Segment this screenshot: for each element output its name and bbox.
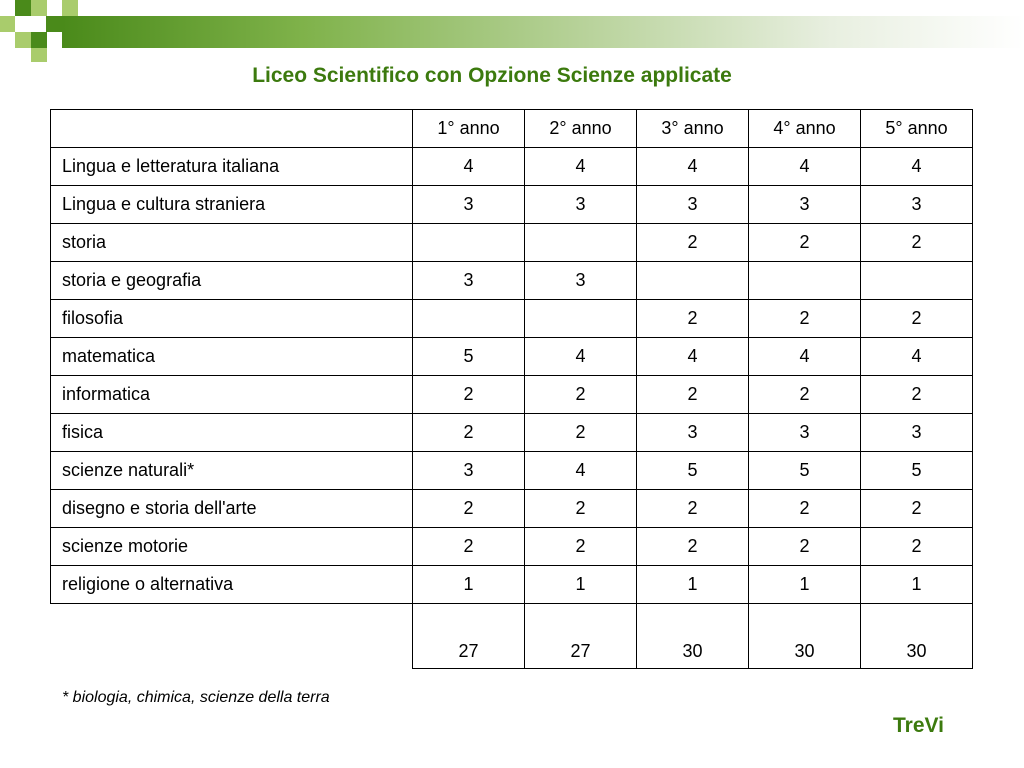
- hours-cell: 3: [637, 414, 749, 452]
- table-row: [51, 376, 973, 414]
- table-row: [51, 300, 973, 338]
- hours-cell: 2: [861, 300, 973, 338]
- hours-cell: 3: [861, 186, 973, 224]
- subject-cell: Lingua e letteratura italiana: [51, 148, 413, 186]
- table-row: [51, 338, 973, 376]
- hours-cell: 3: [525, 186, 637, 224]
- hours-cell: 2: [637, 528, 749, 566]
- subject-cell: storia: [51, 224, 413, 262]
- header-cell-blank: [51, 110, 413, 148]
- subject-cell: scienze naturali*: [51, 452, 413, 490]
- table-row: [51, 148, 973, 186]
- subject-cell: Lingua e cultura straniera: [51, 186, 413, 224]
- hours-cell: 4: [413, 148, 525, 186]
- decor-square: [62, 0, 78, 16]
- hours-cell: 2: [637, 300, 749, 338]
- total-cell: 27: [525, 604, 637, 669]
- hours-cell: 2: [749, 300, 861, 338]
- hours-cell: [749, 262, 861, 300]
- hours-cell: 3: [637, 186, 749, 224]
- hours-cell: 1: [637, 566, 749, 604]
- hours-cell: 5: [861, 452, 973, 490]
- table-row: [51, 262, 973, 300]
- hours-cell: 4: [525, 148, 637, 186]
- hours-cell: 4: [525, 338, 637, 376]
- table-row: [51, 414, 973, 452]
- slide-title: Liceo Scientifico con Opzione Scienze applicate: [252, 64, 732, 87]
- total-cell: 30: [749, 604, 861, 669]
- hours-cell: 4: [749, 148, 861, 186]
- hours-cell: 1: [861, 566, 973, 604]
- hours-cell: 4: [749, 338, 861, 376]
- hours-cell: 4: [861, 338, 973, 376]
- hours-cell: 2: [749, 490, 861, 528]
- footnote: * biologia, chimica, scienze della terra: [62, 689, 330, 706]
- subject-cell: religione o alternativa: [51, 566, 413, 604]
- hours-cell: 1: [413, 566, 525, 604]
- table-row: [51, 452, 973, 490]
- hours-cell: 3: [413, 262, 525, 300]
- hours-cell: 4: [525, 452, 637, 490]
- hours-cell: [637, 262, 749, 300]
- hours-cell: 3: [413, 186, 525, 224]
- hours-cell: [525, 300, 637, 338]
- hours-cell: 3: [861, 414, 973, 452]
- decor-square: [15, 16, 31, 32]
- totals-row: [51, 604, 973, 669]
- subject-cell: matematica: [51, 338, 413, 376]
- hours-cell: 4: [637, 338, 749, 376]
- hours-cell: 4: [637, 148, 749, 186]
- subject-cell: scienze motorie: [51, 528, 413, 566]
- hours-cell: 2: [525, 414, 637, 452]
- decor-square: [15, 0, 31, 16]
- header-cell-year: 5° anno: [861, 110, 973, 148]
- table-row: [51, 528, 973, 566]
- hours-cell: [413, 300, 525, 338]
- decor-square: [31, 0, 47, 16]
- hours-cell: 2: [749, 224, 861, 262]
- subject-cell: storia e geografia: [51, 262, 413, 300]
- hours-cell: 3: [749, 186, 861, 224]
- hours-cell: [861, 262, 973, 300]
- decor-square: [31, 48, 47, 62]
- table-body: [51, 110, 973, 669]
- hours-cell: 2: [861, 528, 973, 566]
- totals-blank-cell: [51, 604, 413, 669]
- hours-cell: 2: [861, 376, 973, 414]
- hours-cell: 2: [525, 528, 637, 566]
- hours-cell: 2: [637, 224, 749, 262]
- header-cell-year: 2° anno: [525, 110, 637, 148]
- total-cell: 30: [861, 604, 973, 669]
- header-cell-year: 4° anno: [749, 110, 861, 148]
- schedule-table: [50, 109, 973, 669]
- hours-cell: [525, 224, 637, 262]
- hours-cell: 2: [749, 528, 861, 566]
- decor-square: [15, 32, 31, 48]
- total-cell: 30: [637, 604, 749, 669]
- hours-cell: 5: [637, 452, 749, 490]
- header-row: [51, 110, 973, 148]
- subject-cell: filosofia: [51, 300, 413, 338]
- decor-square: [0, 16, 15, 32]
- hours-cell: 2: [413, 414, 525, 452]
- hours-cell: 2: [413, 376, 525, 414]
- hours-cell: 2: [525, 376, 637, 414]
- table-row: [51, 186, 973, 224]
- total-cell: 27: [413, 604, 525, 669]
- table-row: [51, 224, 973, 262]
- gradient-band: [62, 16, 1024, 48]
- hours-cell: 3: [413, 452, 525, 490]
- hours-cell: [413, 224, 525, 262]
- hours-cell: 2: [525, 490, 637, 528]
- hours-cell: 5: [413, 338, 525, 376]
- hours-cell: 2: [413, 528, 525, 566]
- hours-cell: 2: [413, 490, 525, 528]
- hours-cell: 3: [525, 262, 637, 300]
- header-cell-year: 1° anno: [413, 110, 525, 148]
- hours-cell: 5: [749, 452, 861, 490]
- hours-cell: 1: [525, 566, 637, 604]
- hours-cell: 3: [749, 414, 861, 452]
- table-row: [51, 490, 973, 528]
- hours-cell: 1: [749, 566, 861, 604]
- hours-cell: 2: [861, 490, 973, 528]
- trevi-logo: TreVi: [893, 714, 944, 737]
- hours-cell: 2: [637, 490, 749, 528]
- decor-square: [31, 32, 47, 48]
- subject-cell: fisica: [51, 414, 413, 452]
- table-row: [51, 566, 973, 604]
- hours-cell: 4: [861, 148, 973, 186]
- hours-cell: 2: [637, 376, 749, 414]
- decor-square: [46, 16, 62, 32]
- hours-cell: 2: [861, 224, 973, 262]
- header-cell-year: 3° anno: [637, 110, 749, 148]
- subject-cell: informatica: [51, 376, 413, 414]
- subject-cell: disegno e storia dell'arte: [51, 490, 413, 528]
- hours-cell: 2: [749, 376, 861, 414]
